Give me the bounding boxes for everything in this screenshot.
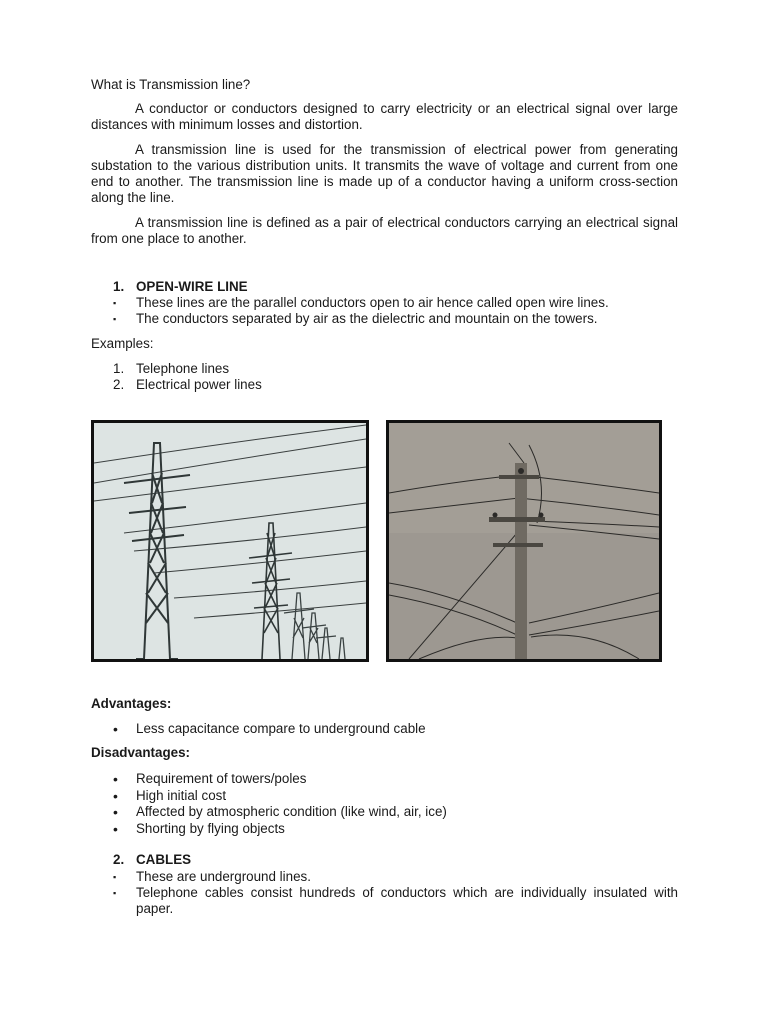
bullet-marker: ▪ [113, 314, 117, 324]
list-item [91, 361, 678, 377]
list-item-text: Affected by atmospheric condition (like wind, air, ice) [136, 804, 447, 819]
section-heading-text: OPEN-WIRE LINE [136, 279, 248, 294]
list-item [91, 788, 678, 804]
disadvantages-heading: Disadvantages: [91, 745, 190, 760]
list-item [91, 885, 678, 917]
list-item-text: Telephone lines [136, 361, 230, 376]
list-item [91, 771, 678, 787]
list-item [91, 377, 678, 393]
transmission-towers-photo [91, 420, 369, 662]
list-item [91, 721, 678, 737]
section-number: 2. [113, 852, 125, 867]
transmission-towers-illustration [94, 423, 366, 659]
bullet-marker: ▪ [113, 298, 117, 308]
bullet-marker: ▪ [113, 888, 117, 898]
pair-definition-paragraph: A transmission line is defined as a pair of electrical conductors carrying an electrical signal from one place to another. [91, 215, 678, 246]
bullet-marker: • [113, 821, 118, 837]
advantages-heading: Advantages: [91, 696, 172, 711]
list-item [91, 821, 678, 837]
list-item-text: Less capacitance compare to underground cable [136, 721, 426, 736]
bullet-marker: ▪ [113, 872, 117, 882]
section-heading-cables [91, 852, 678, 868]
list-item-text: Requirement of towers/poles [136, 771, 307, 786]
list-item-text: Telephone cables consist hundreds of conductors which are individually insulated with paper. [136, 885, 678, 916]
section-heading-open-wire [91, 279, 678, 295]
bullet-marker: • [113, 721, 118, 737]
utility-pole-photo [386, 420, 662, 662]
list-item-text: High initial cost [136, 788, 227, 803]
examples-label: Examples: [91, 336, 154, 351]
list-item [91, 311, 678, 327]
section-heading-text: CABLES [136, 852, 192, 867]
list-item-text: Shorting by flying objects [136, 821, 285, 836]
bullet-marker: • [113, 804, 118, 820]
definition-paragraph: A conductor or conductors designed to carry electricity or an electrical signal over large distances with minimum losses and distortion. [91, 101, 678, 132]
list-item-text: These lines are the parallel conductors open to air hence called open wire lines. [136, 295, 609, 310]
list-item [91, 295, 678, 311]
usage-paragraph: A transmission line is used for the transmission of electrical power from generating substation to the various distribution units. It transmits the wave of voltage and current from one end to another. The transmission line is made up of a conductor having a uniform cross-section along the line. [91, 142, 678, 205]
list-item-text: These are underground lines. [136, 869, 311, 884]
utility-pole-illustration [389, 423, 659, 659]
item-number: 1. [113, 361, 125, 376]
bullet-marker: • [113, 788, 118, 804]
item-number: 2. [113, 377, 125, 392]
section-number: 1. [113, 279, 125, 294]
list-item [91, 804, 678, 820]
list-item [91, 869, 678, 885]
list-item-text: Electrical power lines [136, 377, 262, 392]
page-title: What is Transmission line? [91, 77, 251, 92]
list-item-text: The conductors separated by air as the dielectric and mountain on the towers. [136, 311, 598, 326]
bullet-marker: • [113, 771, 118, 787]
